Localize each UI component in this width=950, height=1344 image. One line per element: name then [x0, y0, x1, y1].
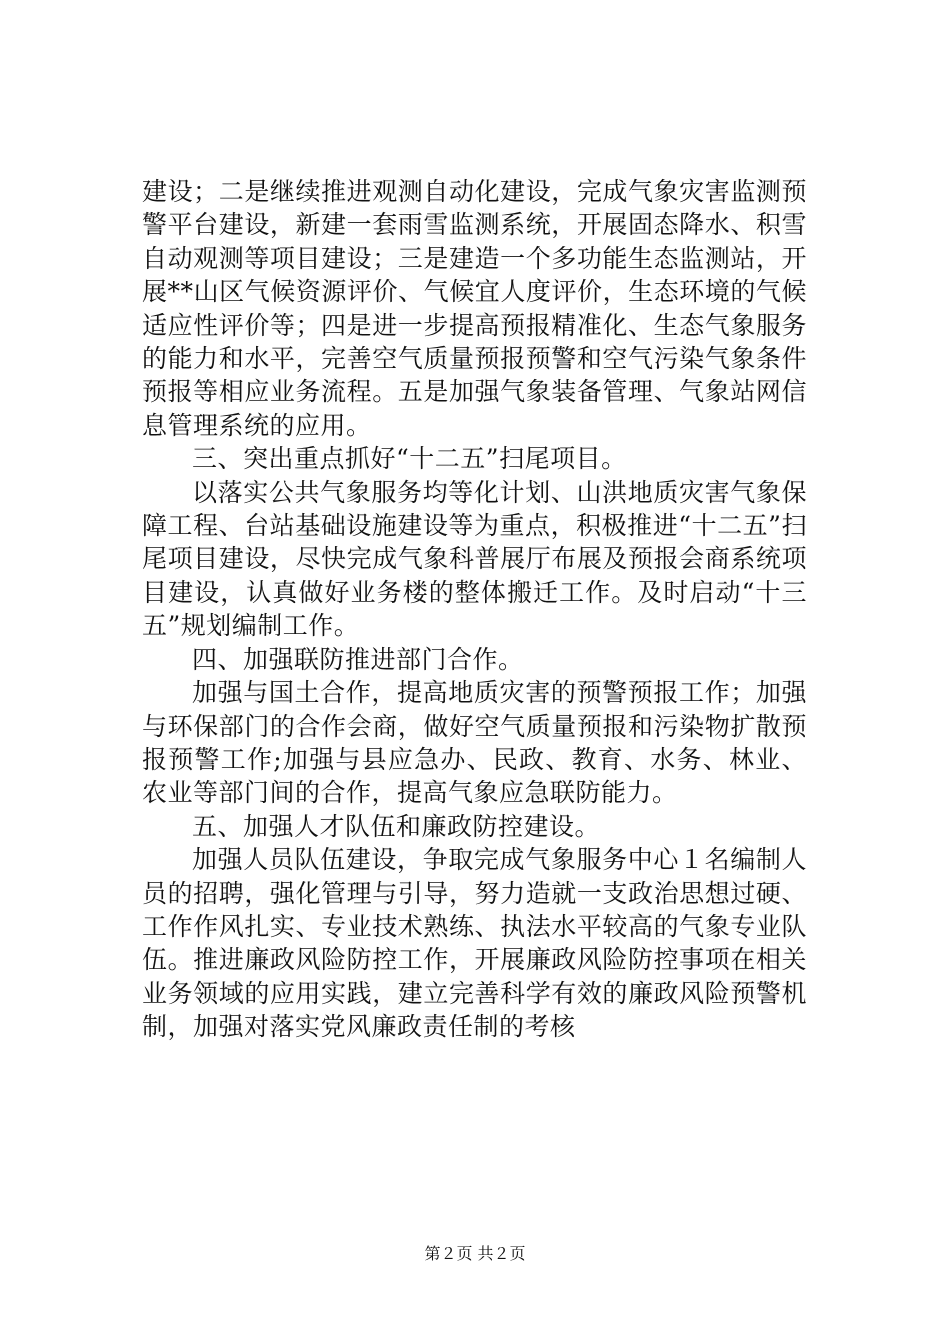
paragraph-section-5: 加强人员队伍建设，争取完成气象服务中心１名编制人员的招聘，强化管理与引导，努力造就一支政治思想过硬、工作作风扎实、专业技术熟练、执法水平较高的气象专业队伍。推进廉政风险防控工作，开展廉政风险防控事项在相关业务领域的应用实践，建立完善科学有效的廉政风险预警机制，加强对落实党风廉政责任制的考核 — [142, 845, 807, 1042]
section-heading-5: 五、加强人才队伍和廉政防控建设。 — [192, 811, 601, 841]
paragraph-section-3: 以落实公共气象服务均等化计划、山洪地质灾害气象保障工程、台站基础设施建设等为重点，积极推进“十二五”扫尾项目建设，尽快完成气象科普展厅布展及预报会商系统项目建设，认真做好业务楼的整体搬迁工作。及时启动“十三五”规划编制工作。 — [142, 477, 807, 641]
document-body — [142, 175, 807, 1044]
section-heading-4: 四、加强联防推进部门合作。 — [192, 644, 524, 674]
paragraph-section-4: 加强与国土合作，提高地质灾害的预警预报工作；加强与环保部门的合作会商，做好空气质量预报和污染物扩散预报预警工作;加强与县应急办、民政、教育、水务、林业、农业等部门间的合作，提高气象应急联防能力。 — [142, 678, 807, 808]
paragraph-continuation: 建设；二是继续推进观测自动化建设，完成气象灾害监测预警平台建设，新建一套雨雪监测系统，开展固态降水、积雪自动观测等项目建设；三是建造一个多功能生态监测站，开展**山区气候资源评价、气候宜人度评价，生态环境的气候适应性评价等；四是进一步提高预报精准化、生态气象服务的能力和水平，完善空气质量预报预警和空气污染气象条件预报等相应业务流程。五是加强气象装备管理、气象站网信息管理系统的应用。 — [142, 177, 807, 440]
section-heading-3: 三、突出重点抓好“十二五”扫尾项目。 — [192, 444, 627, 474]
page-number-footer: 第２页 共２页 — [424, 1244, 526, 1263]
